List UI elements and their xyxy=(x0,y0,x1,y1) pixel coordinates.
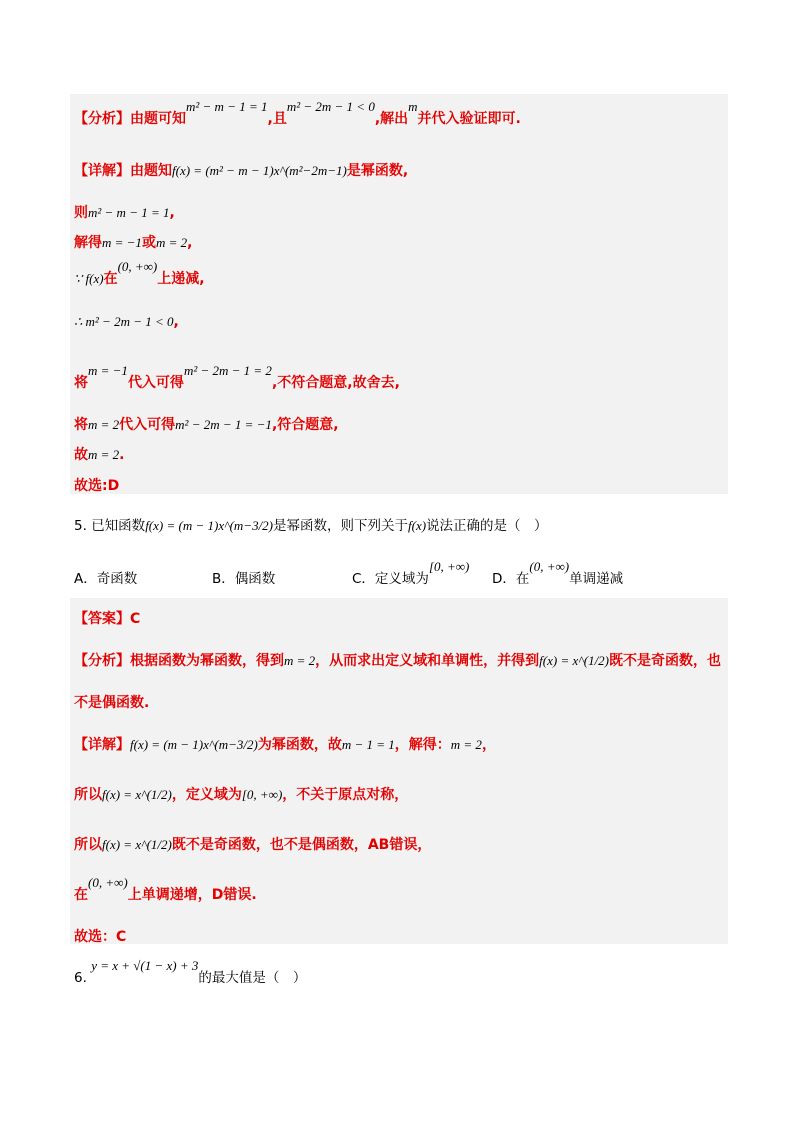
detail-line: 【详解】由题知f(x) = (m² − m − 1)x^(m²−2m−1)是幂函数, xyxy=(74,163,409,179)
choice-d: D．在(0, +∞)单调递减 xyxy=(492,559,624,587)
step-line-q5-1: 所以f(x) = x^(1/2)，定义域为[0, +∞)，不关于原点对称， xyxy=(74,787,409,803)
choice-line-q4: 故选:D xyxy=(74,478,120,494)
answer-tag: 【答案】 xyxy=(74,611,130,627)
analysis-tag: 【分析】 xyxy=(74,111,130,127)
question-number: 6. xyxy=(74,970,87,986)
solution-block-q4 xyxy=(70,94,728,494)
step-line-4: ∴ m² − 2m − 1 < 0, xyxy=(74,314,179,330)
detail-tag: 【详解】 xyxy=(74,737,130,753)
step-line-3: ∵ f(x)在(0, +∞)上递减, xyxy=(74,259,205,287)
step-line-q5-2: 所以f(x) = x^(1/2)既不是奇函数，也不是偶函数，AB错误， xyxy=(74,837,432,853)
step-line-6: 将m = 2代入可得m² − 2m − 1 = −1,符合题意, xyxy=(74,417,339,433)
step-line-5: 将m = −1代入可得m² − 2m − 1 = 2,不符合题意,故舍去, xyxy=(74,363,400,391)
analysis-line-q5: 【分析】根据函数为幂函数，得到m = 2，从而求出定义域和单调性，并得到f(x) = x^(1/2)既不是奇函数，也 xyxy=(74,653,722,669)
step-line-q5-3: 在(0, +∞)上单调递增，D错误. xyxy=(74,875,257,903)
choice-a: A．奇函数 xyxy=(74,571,138,587)
choice-b: B．偶函数 xyxy=(212,571,276,587)
choice-line-q5: 故选：C xyxy=(74,929,127,945)
step-line-1: 则m² − m − 1 = 1, xyxy=(74,205,175,221)
question-5: 5. 已知函数f(x) = (m − 1)x^(m−3/2)是幂函数，则下列关于f(x)说法正确的是（ ） xyxy=(74,518,548,534)
analysis-tag: 【分析】 xyxy=(74,653,130,669)
question-6: 6. y = x + √(1 − x) + 3的最大值是（ ） xyxy=(74,958,307,986)
answer-line: 【答案】C xyxy=(74,611,141,627)
detail-line-q5: 【详解】f(x) = (m − 1)x^(m−3/2)为幂函数，故m − 1 = 1，解得：m = 2， xyxy=(74,737,496,753)
analysis-line-q5-cont: 不是偶函数. xyxy=(74,695,150,711)
analysis-line: 【分析】由题可知m² − m − 1 = 1,且m² − 2m − 1 < 0,解出m并代入验证即可. xyxy=(74,99,521,127)
step-line-2: 解得m = −1或m = 2, xyxy=(74,235,193,251)
question-number: 5. xyxy=(74,518,87,534)
detail-tag: 【详解】 xyxy=(74,163,130,179)
choice-c: C．定义域为[0, +∞) xyxy=(352,559,470,587)
step-line-7: 故m = 2. xyxy=(74,447,125,463)
